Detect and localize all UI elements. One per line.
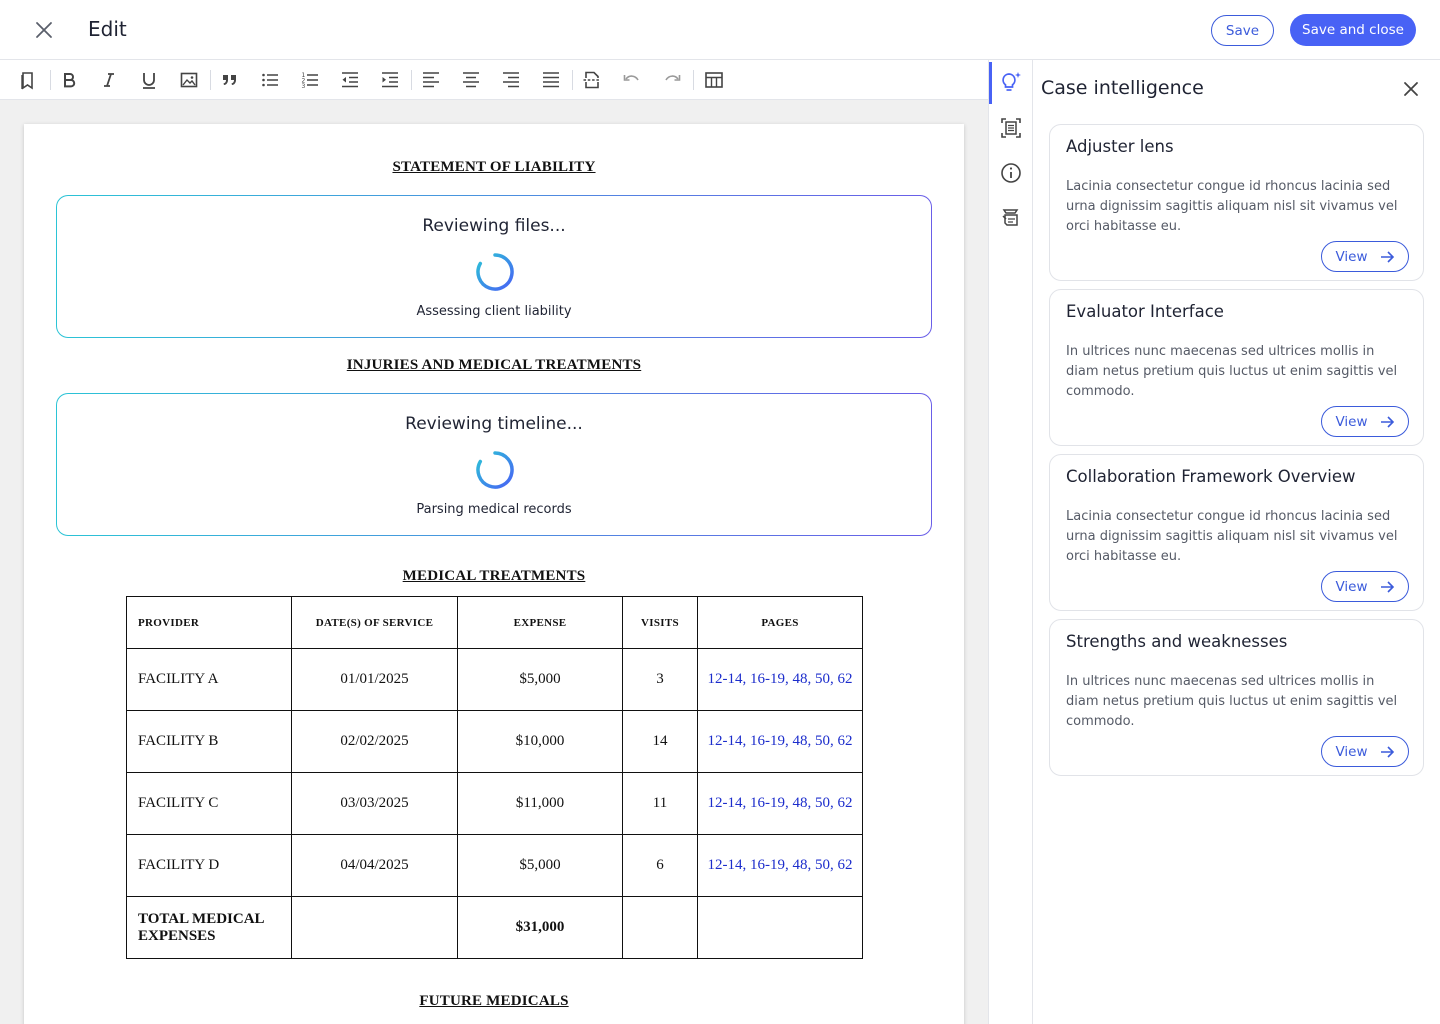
align-left-button[interactable] <box>418 68 444 92</box>
italic-icon <box>99 70 119 90</box>
svg-text:2: 2 <box>301 77 306 85</box>
lightbulb-sparkle-icon <box>999 70 1023 94</box>
bullet-list-button[interactable] <box>257 68 283 92</box>
active-tab-indicator <box>989 62 992 104</box>
view-button[interactable] <box>1321 736 1409 767</box>
cell-provider: FACILITY A <box>127 649 292 711</box>
quote-icon <box>220 70 240 90</box>
card-title: Collaboration Framework Overview <box>1066 467 1356 486</box>
arrow-right-icon <box>1380 415 1395 429</box>
loading-card-files <box>56 195 932 338</box>
outdent-button[interactable] <box>337 68 363 92</box>
info-icon <box>999 161 1023 185</box>
document-scan-icon <box>999 116 1023 140</box>
cell-visits: 11 <box>623 773 698 835</box>
card-description: Lacinia consectetur congue id rhoncus lacinia sed urna dignissim sagittis aliquam nisl sit vivamus vel orci habitasse eu. <box>1066 179 1398 234</box>
case-intelligence-panel <box>1033 60 1440 1024</box>
column-header-expense: EXPENSE <box>458 597 623 649</box>
column-header-pages: PAGES <box>698 597 863 649</box>
insight-card <box>1049 289 1424 446</box>
cell-date: 04/04/2025 <box>292 835 458 897</box>
cell-provider: FACILITY B <box>127 711 292 773</box>
page-title: Edit <box>88 17 127 41</box>
close-icon <box>1403 81 1419 97</box>
cell-pages-link[interactable]: 12-14, 16-19, 48, 50, 62 <box>698 649 863 711</box>
formatting-toolbar <box>0 60 988 100</box>
card-title: Evaluator Interface <box>1066 302 1224 321</box>
cell-expense: $5,000 <box>458 649 623 711</box>
table-row <box>127 835 863 897</box>
template-icon <box>999 206 1023 230</box>
align-left-icon <box>421 70 441 90</box>
cell-expense: $10,000 <box>458 711 623 773</box>
card-description: Lacinia consectetur congue id rhoncus lacinia sed urna dignissim sagittis aliquam nisl sit vivamus vel orci habitasse eu. <box>1066 509 1398 564</box>
svg-text:3: 3 <box>301 83 306 90</box>
outdent-icon <box>340 70 360 90</box>
insight-card <box>1049 619 1424 776</box>
rail-document-scan-button[interactable] <box>999 116 1023 140</box>
view-button[interactable] <box>1321 406 1409 437</box>
card-description: In ultrices nunc maecenas sed ultrices mollis in diam netus pretium quis luctus ut enim sagittis vel commodo. <box>1066 674 1398 729</box>
page-break-button[interactable] <box>579 68 605 92</box>
card-title: Adjuster lens <box>1066 137 1174 156</box>
table-row <box>127 711 863 773</box>
align-center-button[interactable] <box>458 68 484 92</box>
bookmark-button[interactable] <box>15 68 41 92</box>
cell-empty <box>623 897 698 959</box>
bookmark-icon <box>18 70 38 90</box>
table-row <box>127 773 863 835</box>
arrow-right-icon <box>1380 745 1395 759</box>
view-button[interactable] <box>1321 241 1409 272</box>
panel-title: Case intelligence <box>1041 77 1204 99</box>
heading-medical-treatments: MEDICAL TREATMENTS <box>402 568 586 584</box>
medical-treatments-table <box>126 596 863 959</box>
numbered-list-button[interactable] <box>297 68 323 92</box>
insight-card <box>1049 124 1424 281</box>
loader-title: Reviewing files... <box>422 216 566 236</box>
italic-button[interactable] <box>96 68 122 92</box>
loader-subtitle: Parsing medical records <box>416 502 572 517</box>
editor-canvas <box>0 100 988 1024</box>
close-editor-button[interactable] <box>28 14 60 46</box>
cell-pages-link[interactable]: 12-14, 16-19, 48, 50, 62 <box>698 773 863 835</box>
undo-button[interactable] <box>619 68 645 92</box>
align-center-icon <box>461 70 481 90</box>
toolbar-divider <box>50 70 51 90</box>
save-and-close-button[interactable]: Save and close <box>1290 14 1416 46</box>
indent-icon <box>380 70 400 90</box>
table-icon <box>704 70 724 90</box>
cell-expense: $11,000 <box>458 773 623 835</box>
insight-card <box>1049 454 1424 611</box>
table-row <box>127 649 863 711</box>
close-icon <box>35 21 53 39</box>
bold-button[interactable] <box>56 68 82 92</box>
cell-provider: FACILITY D <box>127 835 292 897</box>
underline-icon <box>139 70 159 90</box>
rail-case-intelligence-button[interactable] <box>999 70 1023 94</box>
align-right-button[interactable] <box>498 68 524 92</box>
bullet-list-icon <box>260 70 280 90</box>
card-title: Strengths and weaknesses <box>1066 632 1288 651</box>
align-right-icon <box>501 70 521 90</box>
cell-empty <box>292 897 458 959</box>
align-justify-button[interactable] <box>538 68 564 92</box>
table-header-row <box>127 597 863 649</box>
column-header-visits: VISITS <box>623 597 698 649</box>
redo-button[interactable] <box>659 68 685 92</box>
loading-card-timeline <box>56 393 932 536</box>
page-break-icon <box>582 70 602 90</box>
align-justify-icon <box>541 70 561 90</box>
arrow-right-icon <box>1380 580 1395 594</box>
undo-icon <box>622 70 642 90</box>
insert-table-button[interactable] <box>701 68 727 92</box>
view-label: View <box>1335 413 1368 430</box>
loader-title: Reviewing timeline... <box>405 414 583 434</box>
cell-provider: FACILITY C <box>127 773 292 835</box>
toolbar-divider <box>693 70 694 90</box>
cell-date: 03/03/2025 <box>292 773 458 835</box>
close-panel-button[interactable] <box>1399 77 1423 101</box>
cell-visits: 14 <box>623 711 698 773</box>
bold-icon <box>59 70 79 90</box>
blockquote-button[interactable] <box>217 68 243 92</box>
loader-subtitle: Assessing client liability <box>416 304 572 319</box>
save-button[interactable]: Save <box>1211 15 1274 46</box>
toolbar-divider <box>210 70 211 90</box>
spinner-icon <box>475 252 515 292</box>
insert-image-button[interactable] <box>176 68 202 92</box>
heading-future-medicals: FUTURE MEDICALS <box>419 993 569 1009</box>
view-button[interactable] <box>1321 571 1409 602</box>
document-page[interactable] <box>24 124 964 1024</box>
numbered-list-icon <box>300 70 320 90</box>
view-label: View <box>1335 248 1368 265</box>
cell-date: 02/02/2025 <box>292 711 458 773</box>
rail-template-button[interactable] <box>999 206 1023 230</box>
heading-statement-of-liability: STATEMENT OF LIABILITY <box>392 159 596 175</box>
indent-button[interactable] <box>377 68 403 92</box>
arrow-right-icon <box>1380 250 1395 264</box>
redo-icon <box>662 70 682 90</box>
cell-visits: 3 <box>623 649 698 711</box>
column-header-dates: DATE(S) OF SERVICE <box>292 597 458 649</box>
cell-pages-link[interactable]: 12-14, 16-19, 48, 50, 62 <box>698 835 863 897</box>
cell-date: 01/01/2025 <box>292 649 458 711</box>
svg-text:1: 1 <box>301 72 306 79</box>
rail-info-button[interactable] <box>999 161 1023 185</box>
top-header <box>0 0 1440 60</box>
cell-pages-link[interactable]: 12-14, 16-19, 48, 50, 62 <box>698 711 863 773</box>
view-label: View <box>1335 743 1368 760</box>
spinner-icon <box>475 450 515 490</box>
cell-empty <box>698 897 863 959</box>
view-label: View <box>1335 578 1368 595</box>
heading-injuries: INJURIES AND MEDICAL TREATMENTS <box>346 357 642 373</box>
cell-total-label: TOTAL MEDICAL EXPENSES <box>127 897 292 959</box>
toolbar-divider <box>411 70 412 90</box>
image-icon <box>179 70 199 90</box>
cell-visits: 6 <box>623 835 698 897</box>
column-header-provider: PROVIDER <box>127 597 292 649</box>
table-total-row <box>127 897 863 959</box>
cell-total-expense: $31,000 <box>458 897 623 959</box>
underline-button[interactable] <box>136 68 162 92</box>
cell-expense: $5,000 <box>458 835 623 897</box>
toolbar-divider <box>572 70 573 90</box>
card-description: In ultrices nunc maecenas sed ultrices mollis in diam netus pretium quis luctus ut enim sagittis vel commodo. <box>1066 344 1398 399</box>
side-icon-rail <box>988 60 1033 1024</box>
